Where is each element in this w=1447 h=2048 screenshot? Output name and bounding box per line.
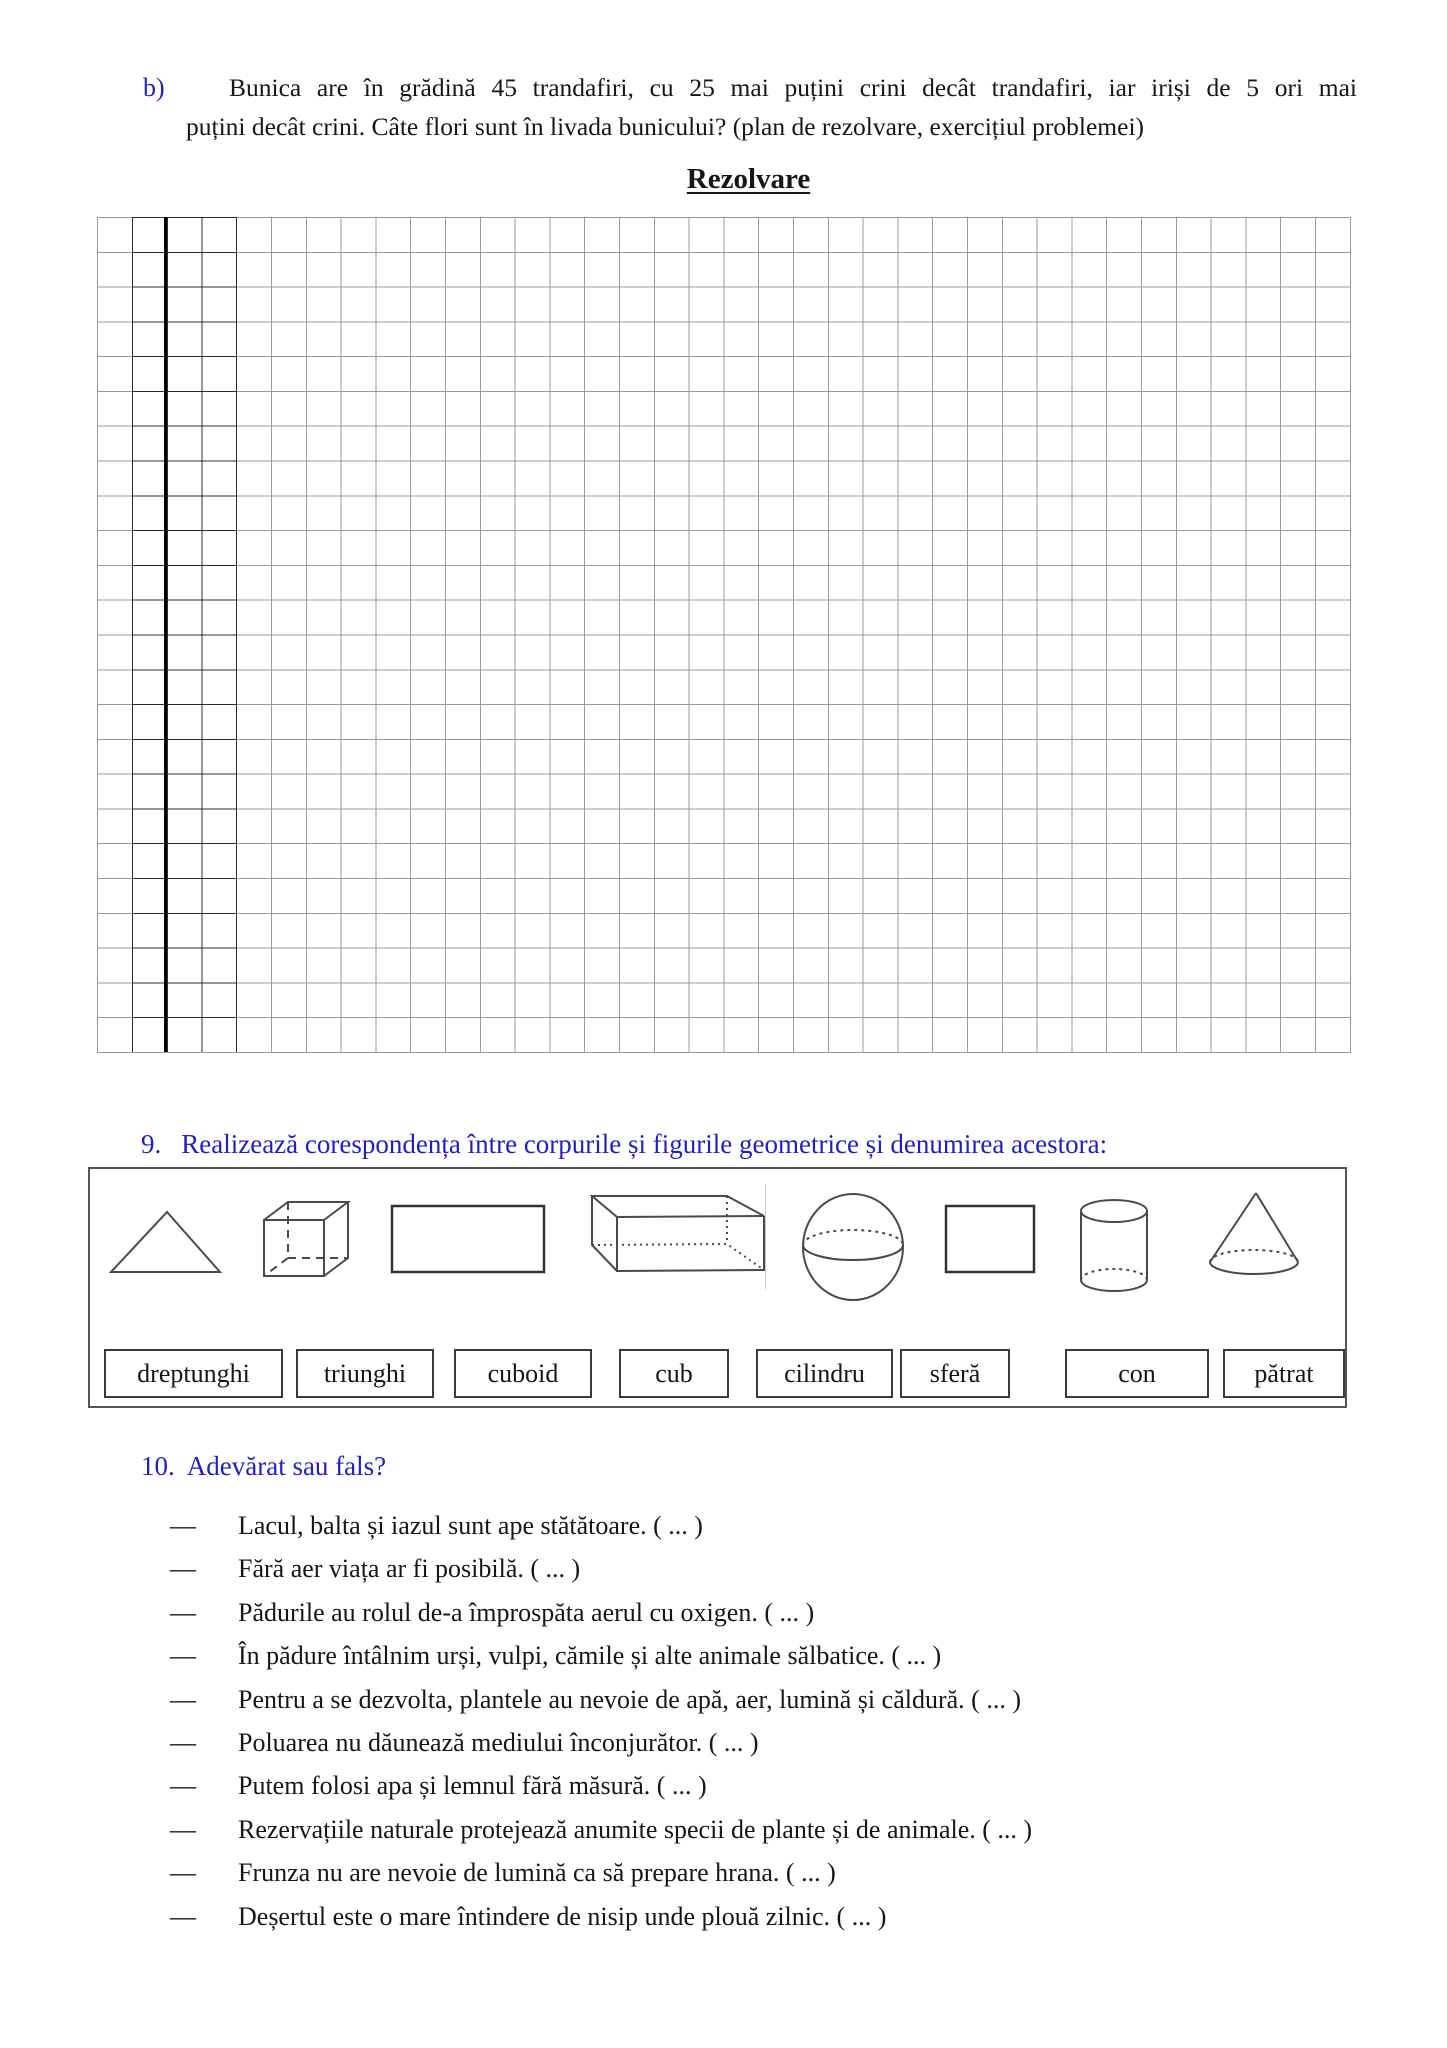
true-false-item xyxy=(0,1504,1447,1547)
true-false-text: Lacul, balta și iazul sunt ape stătătoare. ( ... ) xyxy=(238,1511,703,1540)
true-false-text: Fără aer viața ar fi posibilă. ( ... ) xyxy=(238,1554,581,1584)
true-false-item xyxy=(0,1895,1447,1938)
triangle-shape xyxy=(107,1208,224,1276)
dash-bullet: — xyxy=(170,1511,196,1540)
true-false-item xyxy=(0,1764,1447,1807)
cuboid-shape xyxy=(589,1195,765,1273)
problem-text xyxy=(186,68,1357,146)
cylinder-shape xyxy=(1078,1198,1150,1293)
label-box-patrat: pătrat xyxy=(1223,1349,1345,1398)
exercise9-heading xyxy=(141,1129,1107,1160)
dash-bullet: — xyxy=(170,1727,196,1757)
exercise10-number: 10. xyxy=(141,1451,175,1481)
true-false-text: Putem folosi apa și lemnul fără măsură. ( ... ) xyxy=(238,1771,707,1801)
sphere-shape xyxy=(800,1191,907,1303)
grid-dark-zone xyxy=(132,217,237,1052)
true-false-item xyxy=(0,1678,1447,1721)
problem-letter: b) xyxy=(143,73,165,102)
exercise10-heading xyxy=(141,1451,386,1482)
label-box-cuboid: cuboid xyxy=(454,1349,592,1398)
dash-bullet: — xyxy=(170,1684,196,1714)
true-false-text: Poluarea nu dăunează mediului înconjurător. ( ... ) xyxy=(238,1727,759,1757)
rectangle-shape xyxy=(390,1204,546,1274)
dash-bullet: — xyxy=(170,1814,196,1844)
true-false-item xyxy=(0,1721,1447,1764)
grid-margin-line xyxy=(164,217,167,1052)
dash-bullet: — xyxy=(170,1858,196,1888)
shape-cell-separator xyxy=(765,1184,766,1289)
square-shape xyxy=(944,1204,1036,1274)
problem-text-line-1: Bunica are în grădină 45 trandafiri, cu 25 mai puțini crini decât trandafiri, iar iriși de 5 ori mai xyxy=(229,73,1357,102)
label-box-sfera: sferă xyxy=(900,1349,1010,1398)
true-false-text: În pădure întâlnim urși, vulpi, cămile și alte animale sălbatice. ( ... ) xyxy=(238,1641,942,1671)
dash-bullet: — xyxy=(170,1901,196,1931)
exercise10-title: Adevărat sau fals? xyxy=(186,1451,387,1481)
true-false-item xyxy=(0,1851,1447,1894)
label-box-dreptunghi: dreptunghi xyxy=(104,1349,283,1398)
true-false-list xyxy=(0,1504,1447,1938)
dash-bullet: — xyxy=(170,1597,196,1627)
true-false-item xyxy=(0,1591,1447,1634)
true-false-item xyxy=(0,1547,1447,1590)
shapes-box xyxy=(88,1167,1347,1408)
cone-shape xyxy=(1206,1190,1302,1280)
label-box-cub: cub xyxy=(619,1349,729,1398)
true-false-text: Frunza nu are nevoie de lumină ca să prepare hrana. ( ... ) xyxy=(238,1858,836,1888)
dash-bullet: — xyxy=(170,1554,196,1584)
true-false-text: Pădurile au rolul de-a împrospăta aerul cu oxigen. ( ... ) xyxy=(238,1597,815,1627)
dash-bullet: — xyxy=(170,1771,196,1801)
cube-shape xyxy=(260,1198,352,1278)
solution-grid xyxy=(97,217,1351,1053)
true-false-text: Pentru a se dezvolta, plantele au nevoie de apă, aer, lumină și căldură. ( ... ) xyxy=(238,1684,1021,1714)
dash-bullet: — xyxy=(170,1641,196,1671)
label-box-triunghi: triunghi xyxy=(296,1349,434,1398)
problem-text-line-2: puțini decât crini. Câte flori sunt în livada bunicului? (plan de rezolvare, exercițiul problemei) xyxy=(186,112,1145,141)
exercise9-number: 9. xyxy=(141,1129,162,1159)
true-false-text: Rezervațiile naturale protejează anumite specii de plante și de animale. ( ... ) xyxy=(238,1814,1033,1844)
solution-heading: Rezolvare xyxy=(686,163,811,195)
label-box-cilindru: cilindru xyxy=(756,1349,893,1398)
true-false-text: Deșertul este o mare întindere de nisip unde plouă zilnic. ( ... ) xyxy=(238,1901,887,1931)
exercise9-title: Realizează corespondența între corpurile și figurile geometrice și denumirea acestora: xyxy=(181,1129,1108,1159)
true-false-item xyxy=(0,1634,1447,1677)
label-box-con: con xyxy=(1065,1349,1209,1398)
true-false-item xyxy=(0,1808,1447,1851)
